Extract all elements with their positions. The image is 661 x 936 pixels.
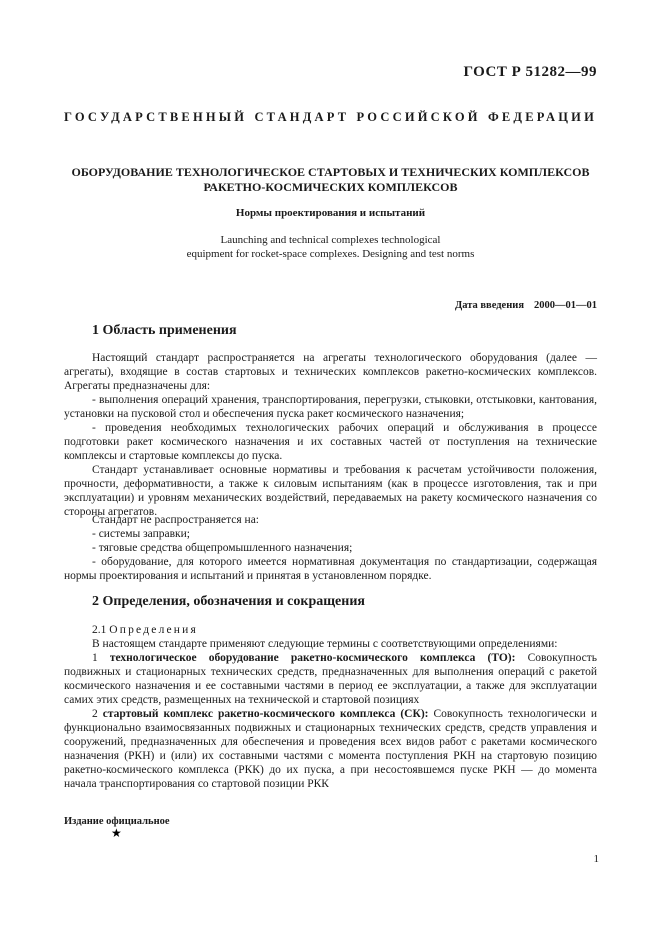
page-number: 1 <box>593 853 599 865</box>
intro-date-value: 2000—01—01 <box>534 300 597 311</box>
term-definition <box>64 707 597 792</box>
section-2-heading: 2 Определения, обозначения и сокращения <box>92 594 365 609</box>
document-number: ГОСТ Р 51282—99 <box>463 64 597 80</box>
section-1-paragraph: - выполнения операций хранения, транспортирования, перегрузки, стыковки, отстыковки, кантования, установки на пусковой стол и обеспечения пуска ракет космического назначения; <box>64 394 597 421</box>
term-number: 2 <box>92 708 98 720</box>
section-1-heading: 1 Область применения <box>92 323 237 338</box>
section-1-paragraph: - проведения необходимых технологических рабочих операций и обслуживания в процессе подготовки ракет космического назначения и их составных частей от поступления на технические комплексы и стартовые комплексы до пуска. <box>64 422 597 463</box>
section-1-paragraph: - оборудование, для которого имеется нормативная документация по стандартизации, содержащая нормы проектирования и испытаний и принятая в установленном порядке. <box>64 556 597 583</box>
title-line-1: ОБОРУДОВАНИЕ ТЕХНОЛОГИЧЕСКОЕ СТАРТОВЫХ И ТЕХНИЧЕСКИХ КОМПЛЕКСОВ <box>71 165 590 179</box>
document-title <box>64 165 597 195</box>
subsection-label: Определения <box>109 624 199 636</box>
section-2-paragraph: В настоящем стандарте применяют следующие термины с соответствующими определениями: <box>92 638 558 650</box>
intro-date-label: Дата введения <box>455 300 524 311</box>
term-name: технологическое оборудование ракетно-космического комплекса (ТО): <box>109 652 516 664</box>
term-text: Совокупность технологически и функционально взаимосвязанных подвижных и стационарных технических средств, средств управления и сооружений, предназначенных для обеспечения и проведения всех видов работ с ракетами космического назначения (РКН) и (или) их составными частями с момента поступления РКН на стартовую позицию ракетно-космического комплекса (РКК) до их пуска, а при несостоявшемся пуске РКН — до момента начала транспортирования со стартовой позиции РКК <box>64 708 597 791</box>
introduction-date <box>455 300 597 311</box>
state-standard-banner: ГОСУДАРСТВЕННЫЙ СТАНДАРТ РОССИЙСКОЙ ФЕДЕРАЦИИ <box>64 110 597 124</box>
english-title <box>64 233 597 261</box>
section-1-paragraph: Настоящий стандарт распространяется на агрегаты технологического оборудования (далее — агрегаты), входящие в состав стартовых и технических комплексов ракетно-космических комплексов. Агрегаты предназначены для: <box>64 352 597 393</box>
term-text: Совокупность подвижных и стационарных технических средств, предназначенных для выполнения операций с ракетой космического назначения и ее составными частями в период ее эксплуатации, а также для эксплуатации самих этих средств, размещенных на технической и стартовой позициях <box>64 652 598 707</box>
document-subtitle: Нормы проектирования и испытаний <box>235 207 426 219</box>
section-1-paragraph: Стандарт устанавливает основные нормативы и требования к расчетам устойчивости положения, прочности, деформативности, а также к силовым испытаниям (как в процессе изготовления, так и при эксплуатации) и уровням механических воздействий, передаваемых на ракету космического назначения со стороны агрегатов. <box>64 464 597 519</box>
official-edition-label: Издание официальное <box>64 816 170 827</box>
section-1-paragraph: - тяговые средства общепромышленного назначения; <box>92 542 353 554</box>
section-1-paragraph: - системы заправки; <box>92 528 190 540</box>
term-name: стартовый комплекс ракетно-космического комплекса (СК): <box>102 708 429 720</box>
section-1-paragraph: Стандарт не распространяется на: <box>92 514 259 526</box>
star-icon: ★ <box>111 826 122 840</box>
subsection-2-1-heading <box>64 623 597 637</box>
subsection-number: 2.1 <box>92 624 107 636</box>
english-title-line-1: Launching and technical complexes technological <box>220 234 441 246</box>
term-definition <box>64 651 597 707</box>
term-number: 1 <box>92 652 98 664</box>
english-title-line-2: equipment for rocket-space complexes. Designing and test norms <box>186 248 475 260</box>
title-line-2: РАКЕТНО-КОСМИЧЕСКИХ КОМПЛЕКСОВ <box>203 180 458 194</box>
